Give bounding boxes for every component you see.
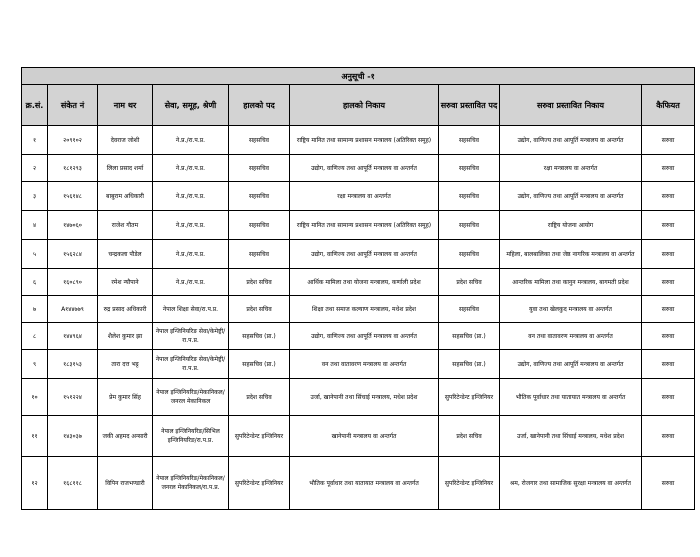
table-caption: अनुसूची -१ (22, 68, 695, 85)
column-header-name: नाम थर (98, 85, 153, 126)
current-post-cell: सहसचिव (229, 211, 290, 240)
current-office-cell: राष्ट्रिय मानित तथा सामान्य प्रशासन मन्त्रालय (अतिरिक्त समूह) (290, 211, 439, 240)
service-cell: ने.प्र./रा.प.प्र. (153, 155, 229, 182)
proposed-post-cell: सहसचिव (439, 182, 500, 211)
table-row (22, 296, 695, 323)
code-cell: १८१२९३ (48, 155, 98, 182)
column-header-proposed-office: सरुवा प्रस्तावित निकाय (500, 85, 642, 126)
column-header-proposed-post: सरुवा प्रस्तावित पद (439, 85, 500, 126)
table-row (22, 416, 695, 457)
table-caption-row (22, 68, 695, 85)
proposed-office-cell: महिला, बालबालिका तथा जेष्ठ नागरिक मन्त्रालय वा अन्तर्गत (500, 240, 642, 269)
name-cell: बाबुराम अधिकारी (98, 182, 153, 211)
code-cell: १४३०३७ (48, 416, 98, 457)
proposed-post-cell: सहसचिव (439, 155, 500, 182)
remarks-cell: सरुवा (642, 379, 695, 416)
table-row (22, 323, 695, 350)
proposed-post-cell: सहसचिव (प्रा.) (439, 350, 500, 379)
current-office-cell: शिक्षा तथा समाज कल्याण मन्त्रालय, मधेश प्रदेश (290, 296, 439, 323)
proposed-post-cell: सहसचिव (439, 126, 500, 155)
current-post-cell: सहसचिव (229, 240, 290, 269)
serial-cell: ५ (22, 240, 48, 269)
current-office-cell: उद्योग, वाणिज्य तथा आपूर्ति मन्त्रालय वा अन्तर्गत (290, 240, 439, 269)
transfer-table (21, 67, 695, 510)
current-post-cell: सुपरिटेन्डेन्ट इन्जिनियर (229, 457, 290, 510)
table-row (22, 379, 695, 416)
serial-cell: ४ (22, 211, 48, 240)
serial-cell: ३ (22, 182, 48, 211)
service-cell: नेपाल शिक्षा सेवा/रा.प.प्र. (153, 296, 229, 323)
service-cell: ने.प्र./रा.प.प्र. (153, 182, 229, 211)
proposed-office-cell: वन तथा वातावरण मन्त्रालय वा अन्तर्गत (500, 323, 642, 350)
remarks-cell: सरुवा (642, 155, 695, 182)
proposed-office-cell: आन्तरिक मामिला तथा कानुन मन्त्रालय, बागमती प्रदेश (500, 269, 642, 296)
proposed-post-cell: सहसचिव (439, 211, 500, 240)
current-office-cell: उर्जा, खानेपानी तथा सिंचाई मन्त्रालय, मधेश प्रदेश (290, 379, 439, 416)
code-cell: १५६२८४ (48, 240, 98, 269)
current-office-cell: उद्योग, वाणिज्य तथा आपूर्ति मन्त्रालय वा अन्तर्गत (290, 323, 439, 350)
code-cell: १६०८९० (48, 269, 98, 296)
remarks-cell: सरुवा (642, 269, 695, 296)
code-cell: २०९१०२ (48, 126, 98, 155)
table-row (22, 126, 695, 155)
service-cell: ने.प्र./रा.प.प्र. (153, 240, 229, 269)
current-post-cell: सुपरिटेन्डेन्ट इन्जिनियर (229, 416, 290, 457)
remarks-cell: सरुवा (642, 126, 695, 155)
name-cell: जकी अहमद अन्सारी (98, 416, 153, 457)
serial-cell: १२ (22, 457, 48, 510)
table-row (22, 155, 695, 182)
table-row (22, 182, 695, 211)
proposed-office-cell: भौतिक पूर्वाधार तथा यातायात मन्त्रालय वा अन्तर्गत (500, 379, 642, 416)
current-post-cell: सहसचिव (229, 182, 290, 211)
serial-cell: २ (22, 155, 48, 182)
remarks-cell: सरुवा (642, 350, 695, 379)
name-cell: शैलेश कुमार झा (98, 323, 153, 350)
column-header-remarks: कैफियत (642, 85, 695, 126)
code-cell: १८३१५३ (48, 350, 98, 379)
code-cell: १६८११८ (48, 457, 98, 510)
current-post-cell: सहसचिव (प्रा.) (229, 323, 290, 350)
service-cell: नेपाल इन्जिनियरिङ/मेकानिकल/जनरल मेकानिकल/रा.प.प्र. (153, 457, 229, 510)
current-post-cell: प्रदेश सचिव (229, 296, 290, 323)
current-post-cell: प्रदेश सचिव (229, 379, 290, 416)
service-cell: नेपाल इन्जिनियरिङ/सिभिल इन्जिनियरिङ/रा.प.प्र. (153, 416, 229, 457)
proposed-post-cell: सहसचिव (439, 240, 500, 269)
name-cell: रुद्र प्रसाद अधिकारी (98, 296, 153, 323)
proposed-post-cell: प्रदेश सचिव (439, 269, 500, 296)
code-cell: १५१२२४ (48, 379, 98, 416)
service-cell: ने.प्र./रा.प.प्र. (153, 126, 229, 155)
name-cell: राजेश गौतम (98, 211, 153, 240)
transfer-schedule (21, 67, 694, 510)
column-header-serial: क्र.सं. (22, 85, 48, 126)
column-header-current-post: हालको पद (229, 85, 290, 126)
proposed-office-cell: उर्जा, खानेपानी तथा सिंचाई मन्त्रालय, मधेश प्रदेश (500, 416, 642, 457)
proposed-office-cell: उद्योग, वाणिज्य तथा आपूर्ति मन्त्रालय वा अन्तर्गत (500, 182, 642, 211)
service-cell: ने.प्र./रा.प.प्र. (153, 211, 229, 240)
serial-cell: ९ (22, 350, 48, 379)
current-post-cell: सहसचिव (प्रा.) (229, 350, 290, 379)
name-cell: रमेश न्यौपाने (98, 269, 153, 296)
name-cell: देवराज जोशी (98, 126, 153, 155)
table-header-row (22, 85, 695, 126)
serial-cell: ६ (22, 269, 48, 296)
remarks-cell: सरुवा (642, 211, 695, 240)
column-header-service: सेवा, समूह, श्रेणी (153, 85, 229, 126)
current-office-cell: भौतिक पूर्वाधार तथा यातायात मन्त्रालय वा अन्तर्गत (290, 457, 439, 510)
proposed-office-cell: श्रम, रोजगार तथा सामाजिक सुरक्षा मन्त्रालय वा अन्तर्गत (500, 457, 642, 510)
current-post-cell: सहसचिव (229, 126, 290, 155)
table-row (22, 350, 695, 379)
table-row (22, 269, 695, 296)
table-row (22, 211, 695, 240)
code-cell: A१४४७७९ (48, 296, 98, 323)
column-header-code: संकेत नं (48, 85, 98, 126)
serial-cell: १ (22, 126, 48, 155)
serial-cell: ८ (22, 323, 48, 350)
proposed-post-cell: सुपरिटेन्डेन्ट इन्जिनियर (439, 379, 500, 416)
service-cell: ने.प्र./रा.प.प्र. (153, 269, 229, 296)
remarks-cell: सरुवा (642, 457, 695, 510)
proposed-office-cell: युवा तथा खेलकुद मन्त्रालय वा अन्तर्गत (500, 296, 642, 323)
proposed-post-cell: सुपरिटेन्डेन्ट इन्जिनियर (439, 457, 500, 510)
proposed-post-cell: सहसचिव (439, 296, 500, 323)
table-row (22, 240, 695, 269)
remarks-cell: सरुवा (642, 182, 695, 211)
current-office-cell: आर्थिक मामिला तथा योजना मन्त्रालय, कर्णाली प्रदेश (290, 269, 439, 296)
name-cell: प्रेम कुमार सिंह (98, 379, 153, 416)
name-cell: चन्द्रकला पौडेल (98, 240, 153, 269)
service-cell: नेपाल इन्जिनियरिङ/मेकानिकल/जनरल मेकानिकल (153, 379, 229, 416)
remarks-cell: सरुवा (642, 240, 695, 269)
current-post-cell: प्रदेश सचिव (229, 269, 290, 296)
service-cell: नेपाल इन्जिनियरिङ सेवा/केमेष्ट्री/रा.प.प्र. (153, 323, 229, 350)
code-cell: १४४९६४ (48, 323, 98, 350)
current-office-cell: रक्षा मन्त्रालय वा अन्तर्गत (290, 182, 439, 211)
current-office-cell: खानेपानी मन्त्रालय वा अन्तर्गत (290, 416, 439, 457)
remarks-cell: सरुवा (642, 416, 695, 457)
code-cell: १४७०६० (48, 211, 98, 240)
serial-cell: ७ (22, 296, 48, 323)
name-cell: विपिन राजभण्डारी (98, 457, 153, 510)
current-office-cell: राष्ट्रिय मानित तथा सामान्य प्रशासन मन्त्रालय (अतिरिक्त समूह) (290, 126, 439, 155)
proposed-post-cell: प्रदेश सचिव (439, 416, 500, 457)
proposed-post-cell: सहसचिव (प्रा.) (439, 323, 500, 350)
table-row (22, 457, 695, 510)
column-header-current-office: हालको निकाय (290, 85, 439, 126)
name-cell: लिला प्रसाद शर्मा (98, 155, 153, 182)
proposed-office-cell: राष्ट्रिय योजना आयोग (500, 211, 642, 240)
current-post-cell: सहसचिव (229, 155, 290, 182)
serial-cell: ११ (22, 416, 48, 457)
service-cell: नेपाल इन्जिनियरिङ सेवा/केमेष्ट्री/रा.प.प्र. (153, 350, 229, 379)
current-office-cell: उद्योग, वाणिज्य तथा आपूर्ति मन्त्रालय वा अन्तर्गत (290, 155, 439, 182)
proposed-office-cell: उद्योग, वाणिज्य तथा आपूर्ति मन्त्रालय वा अन्तर्गत (500, 350, 642, 379)
table-body (22, 126, 695, 510)
serial-cell: १० (22, 379, 48, 416)
proposed-office-cell: उद्योग, वाणिज्य तथा आपूर्ति मन्त्रालय वा अन्तर्गत (500, 126, 642, 155)
remarks-cell: सरुवा (642, 323, 695, 350)
current-office-cell: वन तथा वातावरण मन्त्रालय वा अन्तर्गत (290, 350, 439, 379)
remarks-cell: सरुवा (642, 296, 695, 323)
proposed-office-cell: रक्षा मन्त्रालय वा अन्तर्गत (500, 155, 642, 182)
code-cell: १५६१४८ (48, 182, 98, 211)
name-cell: तारा दत्त भट्ट (98, 350, 153, 379)
